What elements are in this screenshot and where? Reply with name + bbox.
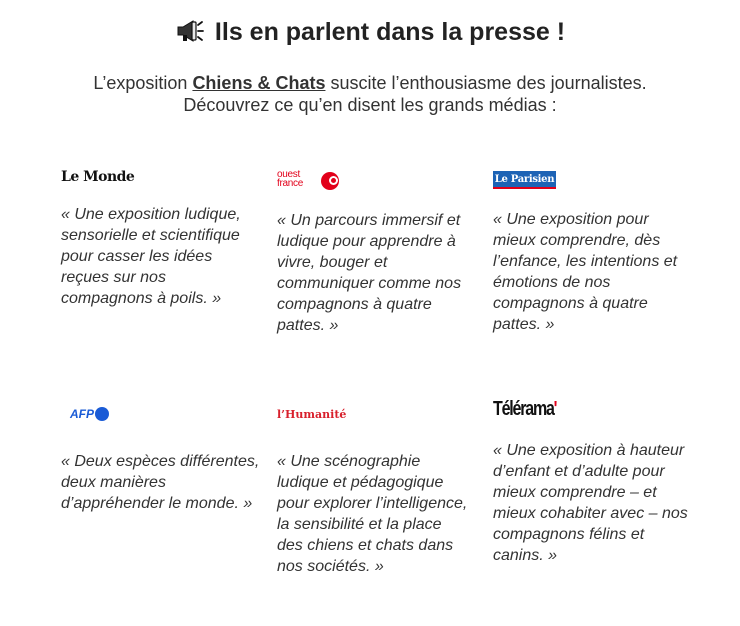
press-quote-le-monde: « Une exposition ludique, sensorielle et scientifique pour casser les idées reçues sur nos compagnons à poils. » [61, 206, 241, 307]
afp-dot-icon [95, 407, 109, 421]
press-quote-le-parisien: « Une exposition pour mieux comprendre, dès l’enfance, les intentions et émotions de nos compagnons à quatre pattes. » [493, 211, 678, 333]
ouest-france-circle-icon [321, 172, 339, 190]
press-quote-afp: « Deux espèces différentes, deux manières d’appréhender le monde. » [61, 453, 260, 512]
humanite-logo: l’Humanité [277, 408, 347, 421]
intro-line-2: Découvrez ce qu’en disent les grands médias : [183, 95, 557, 115]
page-title [0, 16, 740, 51]
page-title-text: Ils en parlent dans la presse ! [214, 18, 566, 46]
megaphone-icon [175, 19, 205, 51]
le-parisien-logo: Le Parisien [493, 171, 556, 189]
ouest-france-logo: ouest france [277, 170, 341, 192]
afp-logo: AFP [70, 405, 109, 423]
intro-text [0, 72, 740, 116]
intro-line-1: L’exposition Chiens & Chats suscite l’enthousiasme des journalistes. [93, 73, 647, 93]
telerama-logo: Télérama' [493, 398, 557, 420]
le-monde-logo: Le Monde [61, 169, 135, 185]
press-quote-ouest-france: « Un parcours immersif et ludique pour apprendre à vivre, bouger et communiquer comme nos compagnons à quatre pattes. » [277, 212, 462, 334]
press-quote-humanite: « Une scénographie ludique et pédagogique pour explorer l’intelligence, la sensibilité et la place des chiens et chats dans nos sociétés. » [277, 453, 468, 575]
press-quote-telerama: « Une exposition à hauteur d’enfant et d’adulte pour mieux comprendre – et mieux cohabiter avec – nos compagnons félins et canins. » [493, 442, 688, 564]
exhibition-link[interactable]: Chiens & Chats [192, 73, 326, 93]
